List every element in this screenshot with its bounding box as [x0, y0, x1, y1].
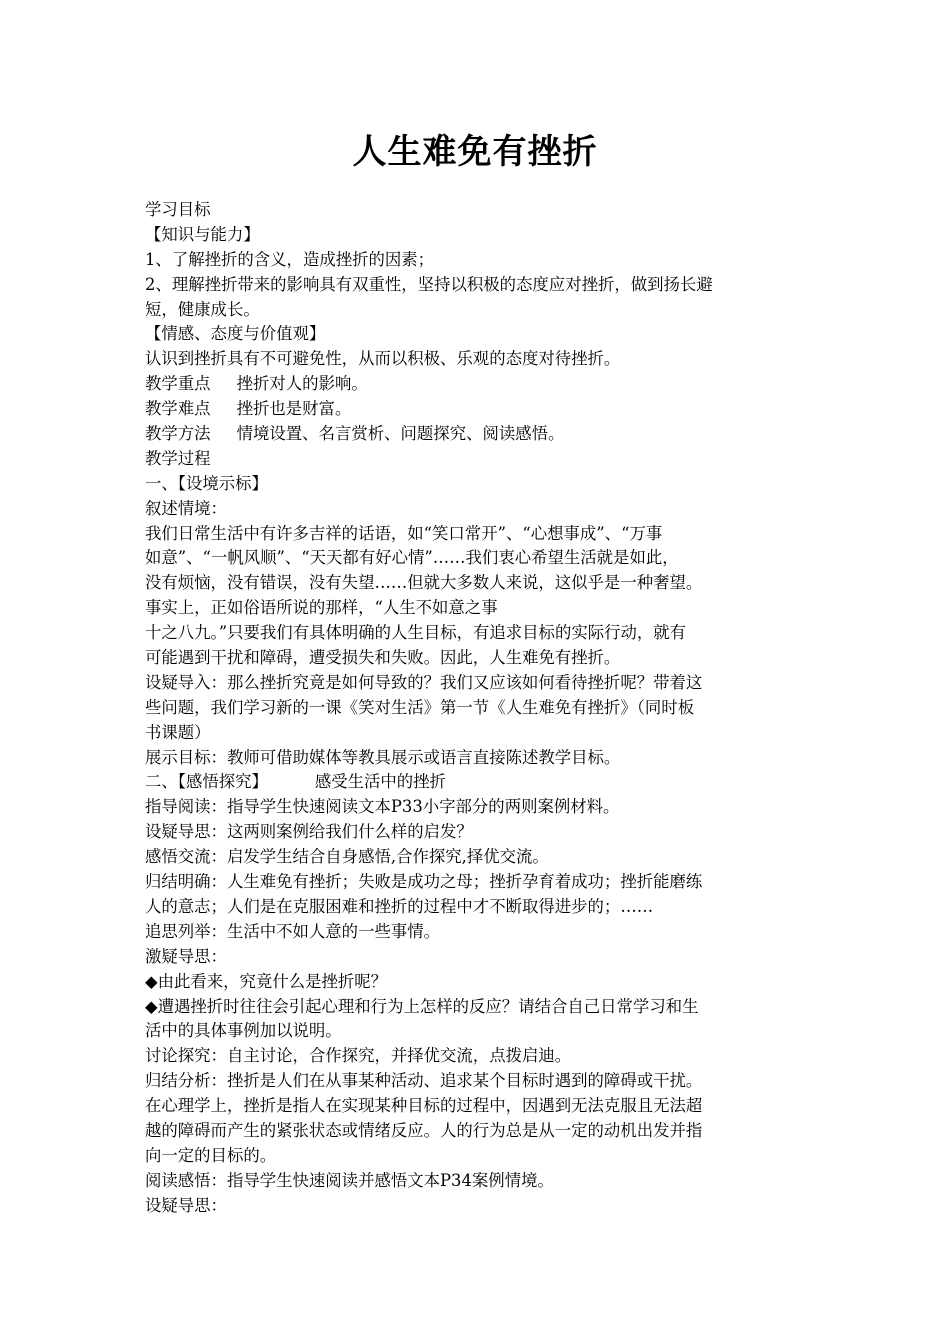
text-line: 可能遇到干扰和障碍，遭受损失和失败。因此，人生难免有挫折。: [145, 648, 621, 668]
text-line: 二、【感悟探究】 感受生活中的挫折: [145, 772, 446, 792]
text-line: 短，健康成长。: [145, 299, 260, 319]
text-line: 教学重点 挫折对人的影响。: [145, 374, 368, 394]
text-line: 1、了解挫折的含义，造成挫折的因素；: [145, 249, 435, 269]
text-line: 归结分析：挫折是人们在从事某种活动、追求某个目标时遇到的障碍或干扰。: [145, 1071, 703, 1091]
text-line: 设疑导思：这两则案例给我们什么样的启发？: [145, 822, 473, 842]
text-line: 追思列举：生活中不如人意的一些事情。: [145, 921, 441, 941]
text-line: 一、【设境示标】: [145, 473, 268, 493]
text-line: 我们日常生活中有许多吉祥的话语，如“笑口常开”、“心想事成”、“万事: [145, 523, 663, 543]
text-line: 学习目标: [145, 200, 211, 219]
text-line: 叙述情境：: [145, 498, 227, 518]
text-line: 归结明确：人生难免有挫折；失败是成功之母；挫折孕育着成功；挫折能磨练: [145, 872, 703, 892]
text-line: 十之八九。”只要我们有具体明确的人生目标，有追求目标的实际行动，就有: [145, 623, 687, 643]
text-line: 事实上，正如俗语所说的那样，“人生不如意之事: [145, 598, 498, 618]
text-line: ◆由此看来，究竟什么是挫折呢？: [145, 971, 388, 991]
text-line: 设疑导思：: [145, 1195, 227, 1215]
document-title: 人生难免有挫折: [352, 132, 598, 172]
text-line: 阅读感悟：指导学生快速阅读并感悟文本P34案例情境。: [145, 1170, 554, 1190]
text-line: 【知识与能力】: [145, 224, 260, 244]
text-line: 讨论探究：自主讨论，合作探究，并择优交流，点拨启迪。: [145, 1046, 572, 1066]
text-line: 人的意志；人们是在克服困难和挫折的过程中才不断取得进步的；……: [145, 896, 654, 916]
text-line: 越的障碍而产生的紧张状态或情绪反应。人的行为总是从一定的动机出发并指: [145, 1120, 703, 1140]
text-line: 展示目标：教师可借助媒体等教具展示或语言直接陈述教学目标。: [145, 747, 621, 767]
text-line: 些问题，我们学习新的一课《笑对生活》第一节《人生难免有挫折》（同时板: [145, 697, 695, 717]
text-line: 【情感、态度与价值观】: [145, 324, 326, 344]
text-line: 教学难点 挫折也是财富。: [145, 399, 352, 419]
text-line: 指导阅读：指导学生快速阅读文本P33小字部分的两则案例材料。: [145, 797, 620, 817]
text-line: 活中的具体事例加以说明。: [145, 1021, 342, 1041]
text-line: 教学方法 情境设置、名言赏析、问题探究、阅读感悟。: [145, 424, 565, 444]
text-line: 在心理学上，挫折是指人在实现某种目标的过程中，因遇到无法克服且无法超: [145, 1096, 703, 1116]
text-line: ◆遭遇挫折时往往会引起心理和行为上怎样的反应？请结合自己日常学习和生: [145, 996, 699, 1016]
text-line: 书课题）: [145, 722, 211, 742]
text-line: 没有烦恼，没有错误，没有失望……但就大多数人来说，这似乎是一种奢望。: [145, 573, 703, 593]
text-line: 2、理解挫折带来的影响具有双重性，坚持以积极的态度应对挫折，做到扬长避: [145, 274, 713, 294]
text-line: 设疑导入：那么挫折究竟是如何导致的？我们又应该如何看待挫折呢？带着这: [145, 672, 703, 692]
text-line: 认识到挫折具有不可避免性，从而以积极、乐观的态度对待挫折。: [145, 349, 621, 369]
text-line: 激疑导思：: [145, 946, 227, 966]
text-line: 感悟交流：启发学生结合自身感悟,合作探究,择优交流。: [145, 847, 549, 867]
text-line: 如意”、“一帆风顺”、“天天都有好心情”……我们衷心希望生活就是如此，: [145, 548, 679, 568]
text-line: 向一定的目标的。: [145, 1145, 277, 1165]
document-body: [145, 198, 810, 1219]
text-line: 教学过程: [145, 448, 211, 468]
